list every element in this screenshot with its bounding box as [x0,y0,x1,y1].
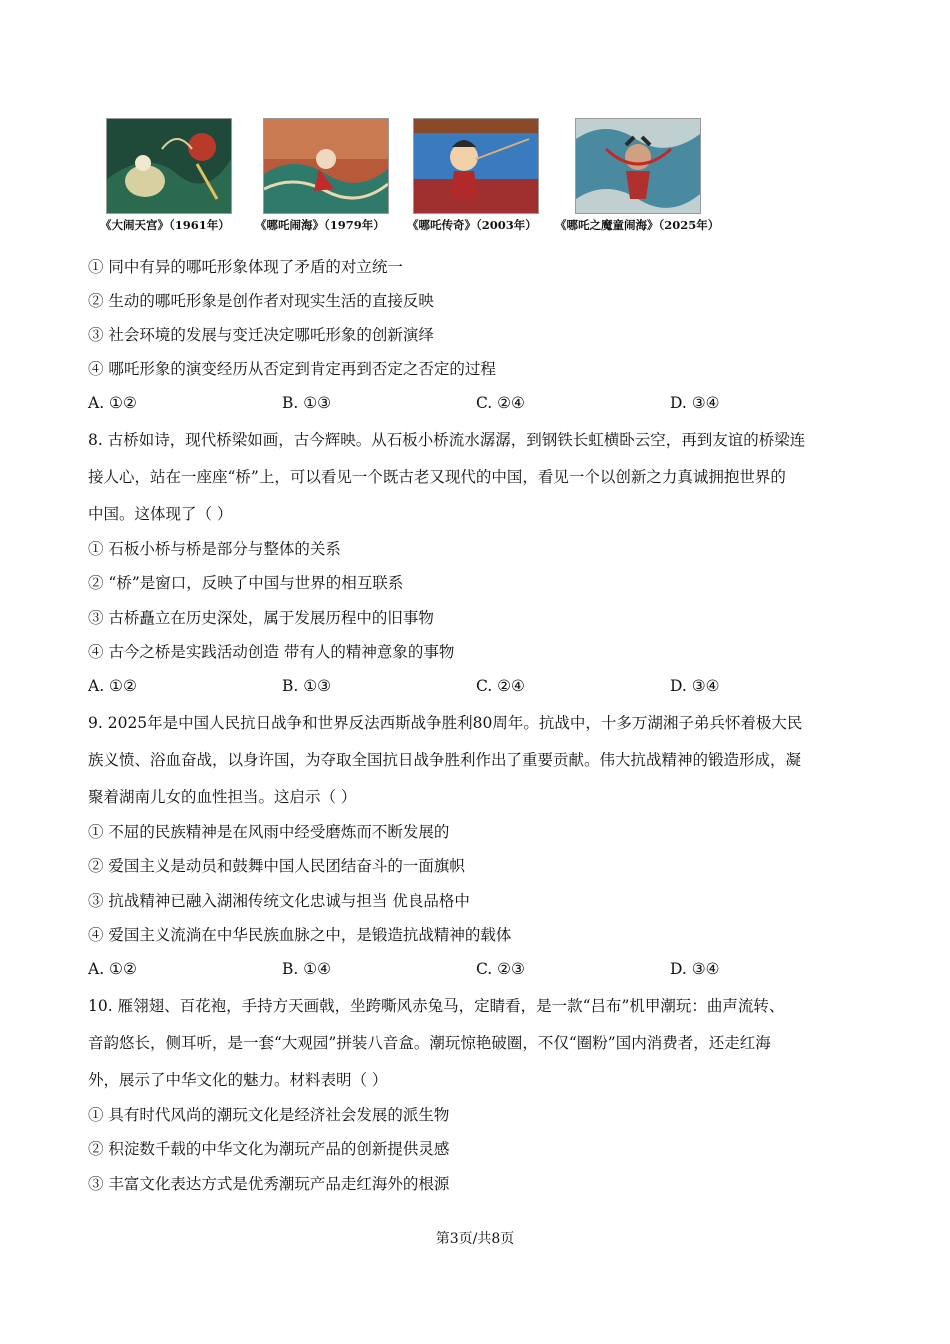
q8-statement-4: ④ 古今之桥是实践活动创造 带有人的精神意象的事物 [88,643,455,661]
option-a: A. ①② [88,677,137,695]
q9-statement-2: ② 爱国主义是动员和鼓舞中国人民团结奋斗的一面旗帜 [88,857,465,875]
option-c: C. ②④ [476,677,525,695]
option-d: D. ③④ [670,394,720,412]
figure-caption: 《哪吒闹海》（1979年） [255,218,385,232]
q7-statement-1: ① 同中有异的哪吒形象体现了矛盾的对立统一 [88,258,403,276]
q9-stem-line-2: 族义愤、浴血奋战，以身许国，为夺取全国抗日战争胜利作出了重要贡献。伟大抗战精神的锻造形成，凝 [88,751,802,769]
figure-1 [100,118,232,232]
figure-caption: 《哪吒之魔童闹海》（2025年） [555,218,720,232]
figure-image [263,118,389,214]
q8-stem-line-2: 接人心，站在一座座“桥”上，可以看见一个既古老又现代的中国，看见一个以创新之力真诚拥抱世界的 [88,468,786,486]
q7-statement-4: ④ 哪吒形象的演变经历从否定到肯定再到否定之否定的过程 [88,360,496,378]
option-a: A. ①② [88,960,137,978]
q10-stem-line-2: 音韵悠长，侧耳听，是一套“大观园”拼装八音盒。潮玩惊艳破圈，不仅“圈粉”国内消费者，还走红海 [88,1034,771,1052]
q8-statement-1: ① 石板小桥与桥是部分与整体的关系 [88,540,341,558]
q10-statement-3: ③ 丰富文化表达方式是优秀潮玩产品走红海外的根源 [88,1175,450,1193]
option-d: D. ③④ [670,960,720,978]
option-a: A. ①② [88,394,137,412]
q7-statement-2: ② 生动的哪吒形象是创作者对现实生活的直接反映 [88,292,434,310]
option-c: C. ②④ [476,394,525,412]
q8-stem-line-3: 中国。这体现了（ ） [88,505,233,523]
option-b: B. ①③ [282,677,332,695]
option-b: B. ①③ [282,394,332,412]
option-d: D. ③④ [670,677,720,695]
page-number: 第3页/共8页 [435,1231,515,1247]
figure-image [413,118,539,214]
q9-statement-4: ④ 爱国主义流淌在中华民族血脉之中，是锻造抗战精神的载体 [88,926,512,944]
q9-stem-line-3: 聚着湖南儿女的血性担当。这启示（ ） [88,788,357,806]
q9-statement-1: ① 不屈的民族精神是在风雨中经受磨炼而不断发展的 [88,823,450,841]
illustration-row [100,118,760,238]
q8-statement-3: ③ 古桥矗立在历史深处，属于发展历程中的旧事物 [88,609,434,627]
figure-image [106,118,232,214]
q10-stem-line-3: 外，展示了中华文化的魅力。材料表明（ ） [88,1071,388,1089]
q8-stem-line-1: 8. 古桥如诗，现代桥梁如画，古今辉映。从石板小桥流水潺潺，到钢铁长虹横卧云空，再到友谊的桥梁连 [88,431,806,449]
q9-stem-line-1: 9. 2025年是中国人民抗日战争和世界反法西斯战争胜利80周年。抗战中，十多万湖湘子弟兵怀着极大民 [88,714,803,732]
option-c: C. ②③ [476,960,525,978]
figure-4 [555,118,720,232]
figure-caption: 《大闹天宫》（1961年） [100,218,230,232]
q7-statement-3: ③ 社会环境的发展与变迁决定哪吒形象的创新演绎 [88,326,434,344]
figure-caption: 《哪吒传奇》（2003年） [407,218,537,232]
q10-statement-1: ① 具有时代风尚的潮玩文化是经济社会发展的派生物 [88,1106,450,1124]
q10-statement-2: ② 积淀数千载的中华文化为潮玩产品的创新提供灵感 [88,1140,450,1158]
figure-image [575,118,701,214]
figure-3 [407,118,539,232]
figure-2 [255,118,389,232]
option-b: B. ①④ [282,960,332,978]
q9-statement-3: ③ 抗战精神已融入湖湘传统文化忠诚与担当 优良品格中 [88,892,470,910]
q10-stem-line-1: 10. 雁翎翅、百花袍，手持方天画戟，坐跨嘶风赤兔马，定睛看，是一款“吕布”机甲潮玩：曲声流转、 [88,997,785,1015]
q8-statement-2: ② “桥”是窗口，反映了中国与世界的相互联系 [88,574,404,592]
